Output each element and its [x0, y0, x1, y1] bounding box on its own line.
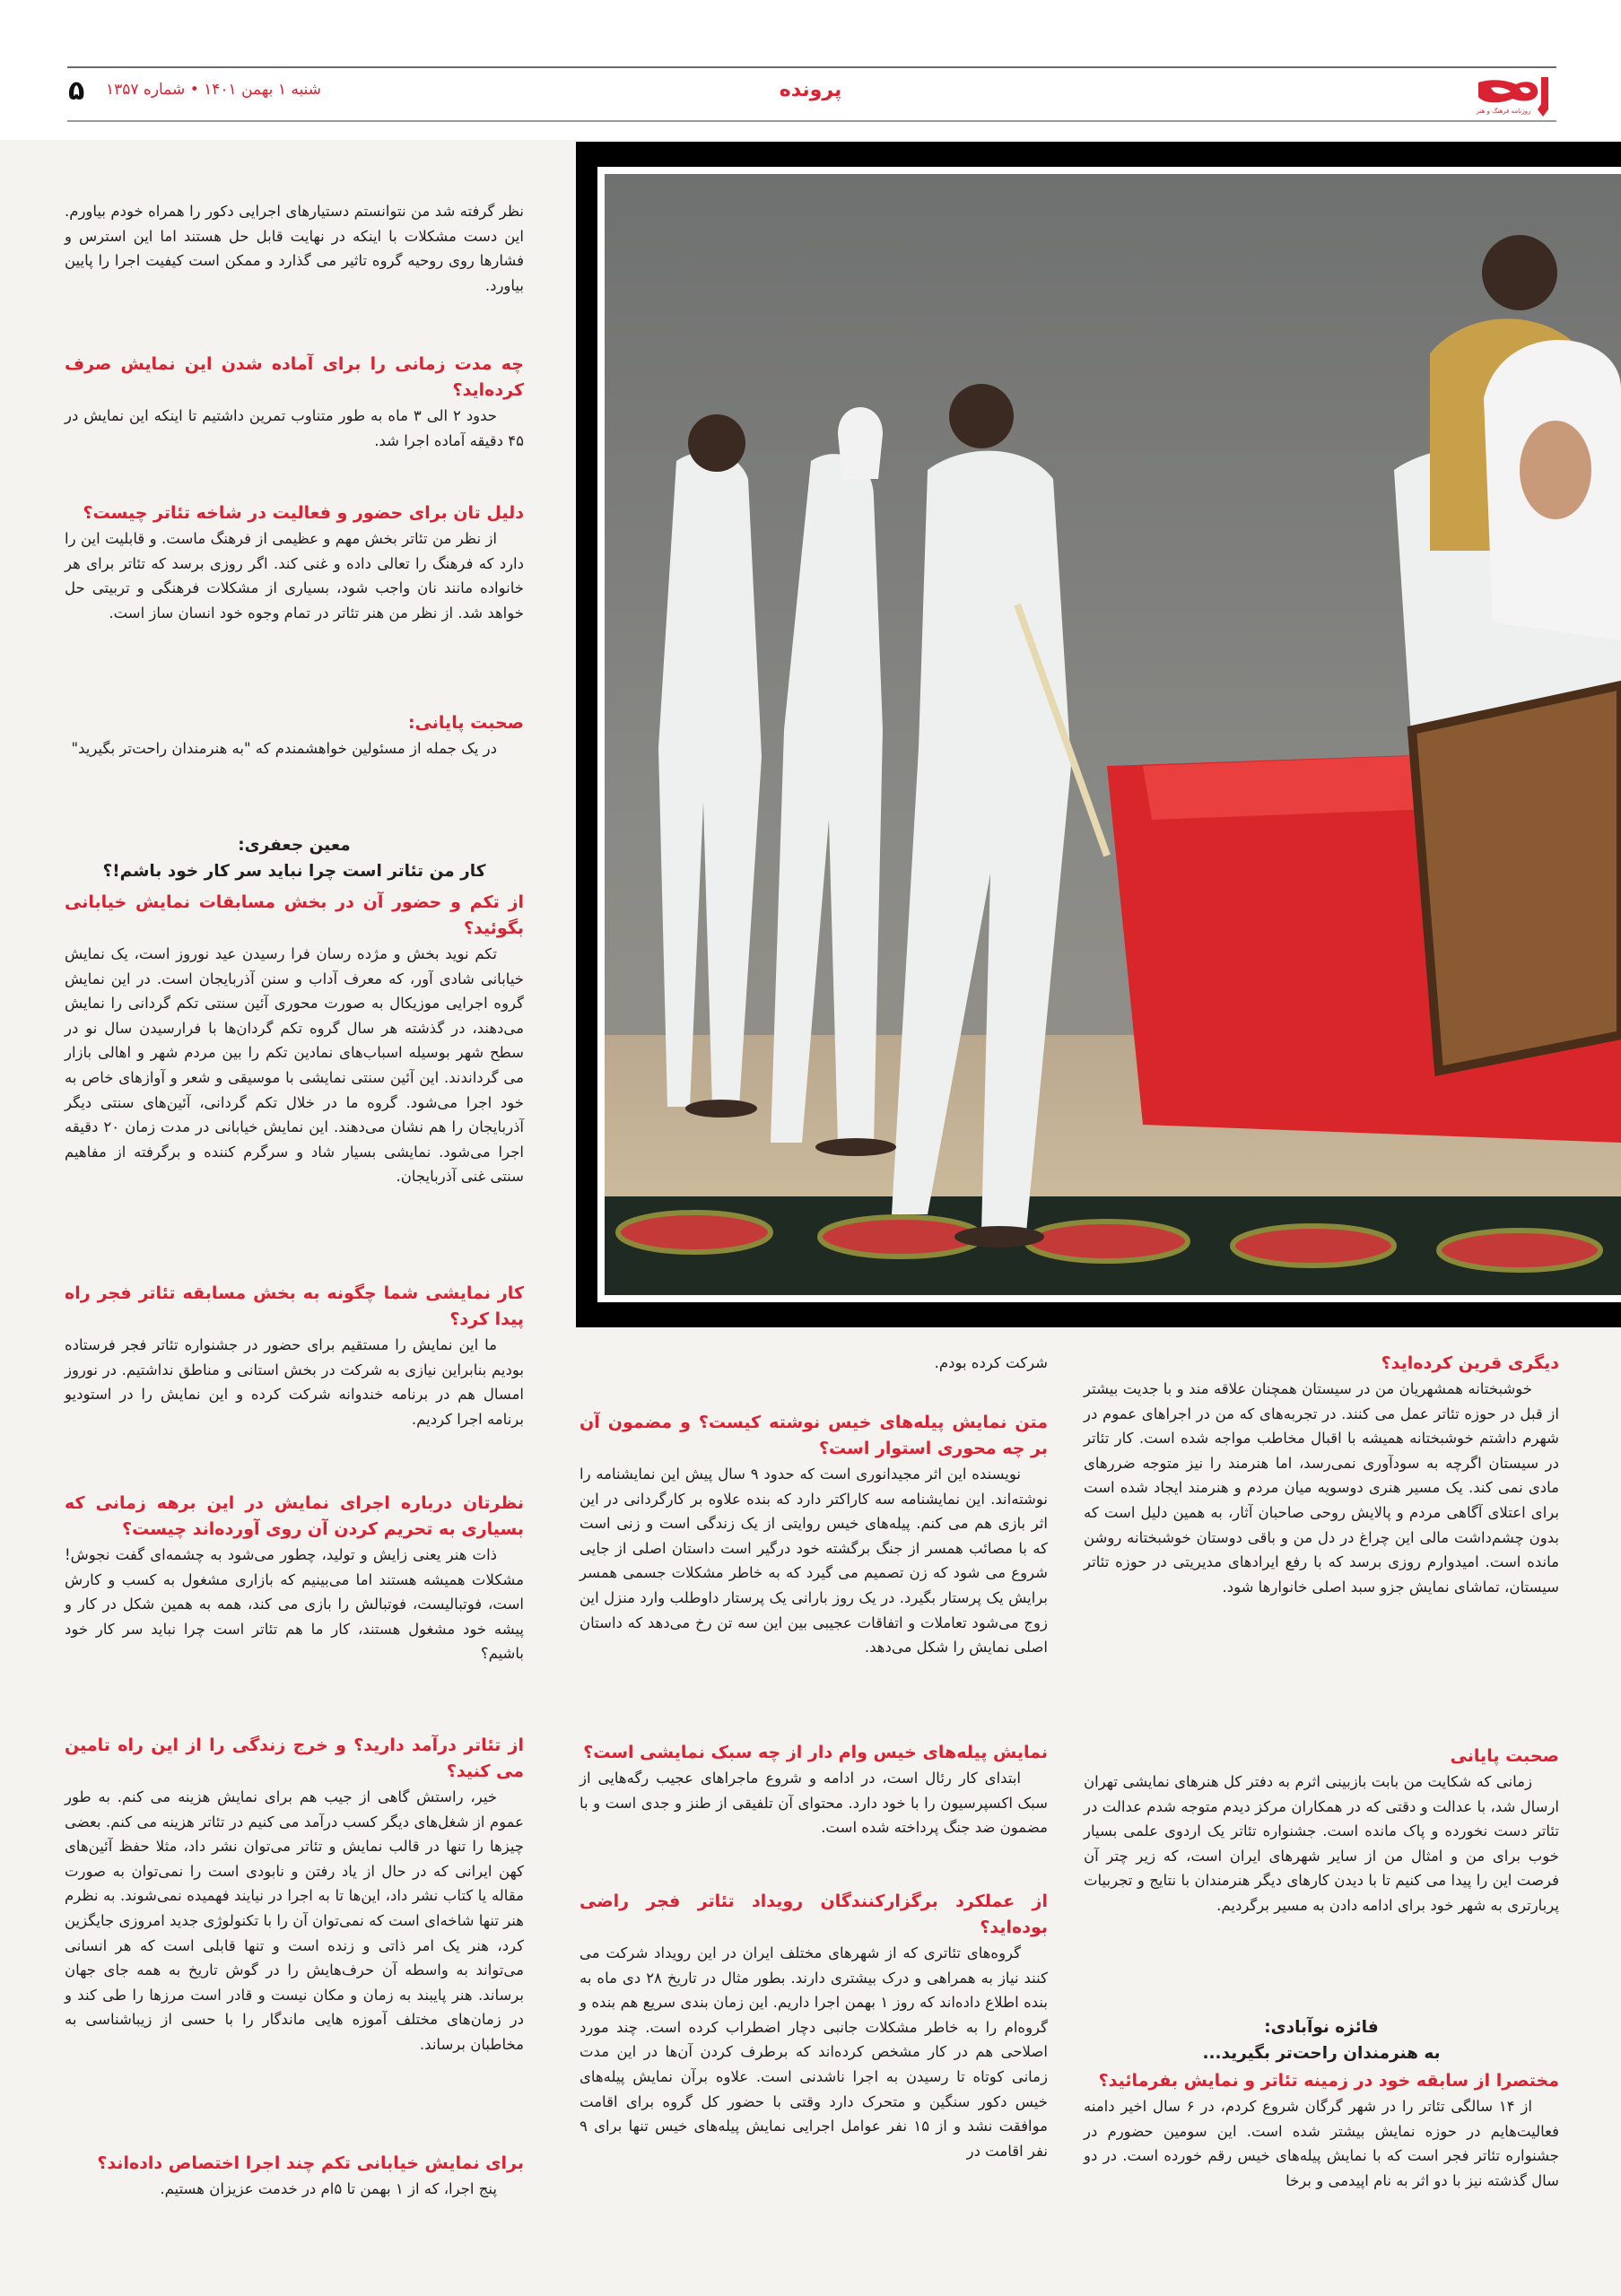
question-heading: صحبت پایانی	[1450, 1746, 1559, 1766]
qa-play-writer	[580, 1410, 1048, 1660]
interview-headline: کار من تئاتر است چرا نباید سر کار خود باشم!؟	[102, 862, 486, 881]
qa-performance-count	[65, 2151, 524, 2202]
drum	[1412, 685, 1621, 1071]
question-heading: مختصرا از سابقه خود در زمینه تئاتر و نمایش بفرمائید؟	[1098, 2071, 1559, 2091]
left-intro-paragraph	[65, 199, 524, 298]
interview-heading-noabadi	[1084, 2014, 1559, 2066]
question-heading: دیگری قرین کرده‌اید؟	[1381, 1353, 1559, 1373]
answer-text: خیر، راستش گاهی از جیب هم برای نمایش هزینه می کنم. به طور عموم از شغل‌های دیگر کسب درآمد می کنیم در تئاتر هزینه می کنم. بعضی چیزها را تنها در قالب نمایش و تئاتر می‌توان نشر داد، مثلا حفظ آئین‌های کهن ایرانی که در حال از یاد رفتن و نابودی است را نمی‌توان به صورت مقاله یا کتاب نشر داد، این‌ها تا به اجرا در نیایند فهمیده نمی‌شوند. به نظرم هنر تنها شاخه‌ای است که نمی‌توان آن را با تکنولوژی جدید امروزی جایگزین کرد، هنر یک امر ذاتی و زنده است و تنها قابلی است که هر انسانی می‌تواند به واسطه آن حرف‌هایش را در گوش تاریخ به همه جای جهان برساند. هنر پایبند به زمان و مکان نیست و قادر است مرزها را طی کند و در زمان‌های مختلف آموزه هایی ماندگار را با حسی از زیباشناسی به مخاطبان برساند.	[65, 1788, 524, 2053]
answer-text: نویسنده این اثر مجیدانوری است که حدود ۹ سال پیش این نمایشنامه را نوشته‌اند. این نمایشنامه سه کاراکتر دارد که بنده علاوه بر کارگردانی در این اثر بازی هم می کنم. پیله‌های خیس روایتی از یک زندگی است و زنی است که با مصائب همسر از جنگ برگشته خود درگیر است داستان اصلی از جایی شروع می شود که زن تصمیم می گیرد که به خاطر مشکلات جسمی همسر برایش یک پرستار بگیرد. در یک روز بارانی یک پرستار داوطلب وارد منزل این زوج می‌شود تعاملات و اتفاقات عجیبی بین این سه تن رخ می‌دهد که داستان اصلی نمایش را شکل می‌دهد.	[580, 1465, 1048, 1657]
qa-income	[65, 1733, 524, 2057]
interview-headline: به هنرمندان راحت‌تر بگیرید...	[1202, 2044, 1441, 2063]
qa-final-words	[65, 710, 524, 761]
question-heading: از تکم و حضور آن در بخش مسابقات نمایش خیابانی بگوئید؟	[65, 892, 524, 938]
qa-organizers	[580, 1889, 1048, 2163]
section-title: پرونده	[779, 79, 842, 101]
masthead-background	[0, 0, 1621, 140]
question-heading: از تئاتر درآمد دارید؟ و خرج زندگی را از این راه تامین می کنید؟	[65, 1735, 524, 1781]
answer-text: ما این نمایش را مستقیم برای حضور در جشنواره تئاتر فجر فرستاده بودیم بنابراین نیازی به شرکت در بخش استانی و مناطق نداشتیم. در نوروز امسال هم در برنامه خندوانه شرکت کرده و این نمایش را در استودیو برنامه اجرا کردیم.	[65, 1336, 524, 1428]
answer-text: پنج اجرا، که از ۱ بهمن تا ۵ام در خدمت عزیزان هستیم.	[160, 2180, 497, 2197]
question-heading: چه مدت زمانی را برای آماده شدن این نمایش صرف کرده‌اید؟	[65, 354, 524, 400]
qa-preparation-time	[65, 352, 524, 453]
question-heading: نظرتان درباره اجرای نمایش در این برهه زمانی که بسیاری به تحریم کردن آن روی آورده‌اند چیست؟	[65, 1493, 524, 1539]
qa-reason-theatre	[65, 500, 524, 625]
answer-text: نظر گرفته شد من نتوانستم دستیارهای اجرایی دکور را همراه خودم بیاورم. این دست مشکلات با اینکه در نهایت قابل حل هستند اما این استرس و فشارها روی روحیه گروه تاثیر می گذارد و ممکن است کیفیت اجرا را پایین بیاورد.	[65, 203, 524, 294]
question-heading: نمایش پیله‌های خیس وام دار از چه سبک نمایشی است؟	[583, 1743, 1048, 1762]
qa-fajr-entry	[65, 1281, 524, 1431]
qa-final-words-right	[1084, 1744, 1559, 1918]
answer-text: ابتدای کار رئال است، در ادامه و شروع ماجراهای عجیب رگه‌هایی از سبک اکسپرسیون را با خود دارد. محتوای آن تلفیقی از طنز و جدی است و با مضمون ضد جنگ پرداخته شده است.	[580, 1770, 1048, 1837]
question-heading: متن نمایش پیله‌های خیس نوشته کیست؟ و مضمون آن بر چه محوری استوار است؟	[580, 1413, 1048, 1458]
qa-boycott	[65, 1491, 524, 1666]
answer-text: حدود ۲ الی ۳ ماه به طور متناوب تمرین داشتیم تا اینکه این نمایش در ۴۵ دقیقه آماده اجرا شد.	[65, 407, 524, 449]
qa-play-style	[580, 1740, 1048, 1840]
header-bottom-rule	[67, 120, 1556, 122]
answer-text: در یک جمله از مسئولین خواهشمندم که "به هنرمندان راحت‌تر بگیرید"	[71, 740, 497, 757]
answer-text: شرکت کرده بودم.	[934, 1354, 1048, 1371]
question-heading: از عملکرد برگزارکنندگان رویداد تئاتر فجر راضی بوده‌اید؟	[580, 1892, 1048, 1937]
answer-text: تکم نوید بخش و مژده رسان فرا رسیدن عید نوروز است، یک نمایش خیابانی شادی آور، که معرف آداب و سنن آذربایجان است. در این نمایش گروه اجرایی موزیکال به صورت محوری آئین سنتی تکم گردانی را نمایش می‌دهند، در گذشته هر سال گروه تکم گردان‌ها با فرارسیدن سال نو در سطح شهر بوسیله اسباب‌های نمادین تکم را بین مردم شهر و اهالی بازار می گرداندند. این آئین سنتی نمایشی با موسیقی و شعر و آوازهای خاص به خود اجرا می‌شود. گروه ما در خلال تکم گردانی، آئین‌های سنتی دیگر آذربایجان را هم نشان می‌دهند. این نمایش خیابانی در مدت زمان ۲۰ دقیقه اجرا می‌شود. نمایشی بسیار شاد و سرگرم کننده و برگرفته از مفاهیم سنتی غنی آذربایجان.	[65, 945, 524, 1186]
answer-text: ذات هنر یعنی زایش و تولید، چطور می‌شود به چشمه‌ای گفت نجوش! مشکلات همیشه هستند اما می‌بینیم که بازاری مشغول به کسب و کارش است، فوتبالیست، فوتبالش را بازی می کند، همه به همین شکل در کار و پیشه خود مشغول هستند، کار ما هم تئاتر است چرا نباید سر کار خود باشیم؟	[65, 1546, 524, 1663]
stage-performance-photo	[605, 174, 1621, 1295]
answer-text: گروه‌های تئاتری که از شهرهای مختلف ایران در این رویداد شرکت می کنند نیاز به همراهی و درک بیشتری دارند. بطور مثال در تاریخ ۲۸ دی ماه به بنده اطلاع داده‌اند که روز ۱ بهمن اجرا داریم. این زمان بندی سریع هم بنده و گروه‌ام را به خاطر مشکلات جانبی دچار اضطراب کرده است. چند مورد اصلاحی هم در کار مشخص کرده‌اند که برطرف کردن آن‌ها در این مدت زمانی کوتاه تا رسیدن به اجرا ناشدنی است. علاوه برآن نمایش پیله‌های خیس دکور سنگین و متحرک دارد وقتی با حضور کل گروه برای اقامت موافقت نشد و از ۱۵ نفر عوامل اجرایی نمایش پیله‌های خیس تنها برای ۹ نفر اقامت در	[580, 1944, 1048, 2160]
answer-text: خوشبختانه همشهریان من در سیستان همچنان علاقه مند و با جدیت بیشتر از قبل در حوزه تئاتر عمل می کنند. در تجربه‌های که من در اجراهای عموم در شهرم داشتم خوشبختانه همیشه با اقبال مخاطب مواجه شده است. کار تئاتر در سیستان اگرچه به سودآوری نمی‌رسد، اما هنرمند را نیز متوجه ضررهای مادی نمی کند. یک مسیر هنری دوسویه میان مردم و هنرمند ایجاد شده است برای اعتلای آگاهی مردم و پالایش روحی صاحبان آثار، به همین دلیل است که بدون چشم‌داشت مالی این چراغ در دل من و باقی دوستان خوشبختانه روشن مانده است. امیدوارم روزی برسد که با رفع ایرادهای مدیریتی در حوزه تئاتر سیستان، تماشای نمایش جزو سبد اصلی خانوارها شود.	[1084, 1380, 1559, 1596]
answer-text: از ۱۴ سالگی تئاتر را در شهر گرگان شروع کردم، در ۶ سال اخیر دامنه فعالیت‌هایم در حوزه نمایش بیشتر شده است. این سومین حضورم در جشنواره تئاتر فجر است که با نمایش پیله‌های خیس رقم خورده است. در دو سال گذشته نیز با دو اثر به نام اپیدمی و برخا	[1084, 2098, 1559, 2189]
question-heading: برای نمایش خیابانی تکم چند اجرا اختصاص داده‌اند؟	[97, 2153, 524, 2173]
middle-continuation	[580, 1351, 1048, 1376]
answer-text: زمانی که شکایت من بابت بازبینی اثرم به دفتر کل هنرهای نمایشی تهران ارسال شد، با عدالت و دقتی که در همکاران مرکز دیدم متوجه شدم عدالت در تئاتر دست نخورده و پاک مانده است. جشنواره تئاتر یک اردوی علمی بسیار خوب برای من و امثال من از سایر شهرهای ایران است، که زیر چتر آن فرصت این را پیدا می کنیم تا با دیدن کارهای دیگر هنرمندان با نتایج و تجربیات پربارتری به شهر خود برای ادامه دادن به مسیر برگردیم.	[1084, 1773, 1559, 1914]
qa-background	[1084, 2068, 1559, 2193]
page-number: ۵	[68, 75, 85, 107]
question-heading: کار نمایشی شما چگونه به بخش مسابقه تئاتر فجر راه پیدا کرد؟	[65, 1283, 524, 1329]
question-heading: صحبت پایانی:	[407, 713, 524, 733]
issue-dateline: شنبه ۱ بهمن ۱۴۰۱ • شماره ۱۳۵۷	[106, 81, 321, 99]
answer-text: از نظر من تئاتر بخش مهم و عظیمی از فرهنگ ماست. و قابلیت این را دارد که فرهنگ را تعالی داده و غنی کند. اگر روزی برسد که تئاتر برای هر خانواده مانند نان واجب شود، بسیاری از مشکلات فرهنگی و تربیتی حل خواهد شد. از نظر من هنر تئاتر در تمام وجوه خود انسان ساز است.	[65, 530, 524, 622]
header-top-rule	[67, 66, 1556, 68]
svg-text:روزنامه فرهنگ و هنر: روزنامه فرهنگ و هنر	[1476, 108, 1531, 115]
qa-sistan-audience	[1084, 1351, 1559, 1599]
interview-heading-jafari	[65, 832, 524, 884]
qa-tekam	[65, 890, 524, 1189]
question-heading: دلیل تان برای حضور و فعالیت در شاخه تئاتر چیست؟	[83, 503, 524, 523]
interviewee-name: فائزه نوآبادی:	[1264, 2018, 1379, 2037]
interviewee-name: معین جعفری:	[238, 836, 351, 855]
